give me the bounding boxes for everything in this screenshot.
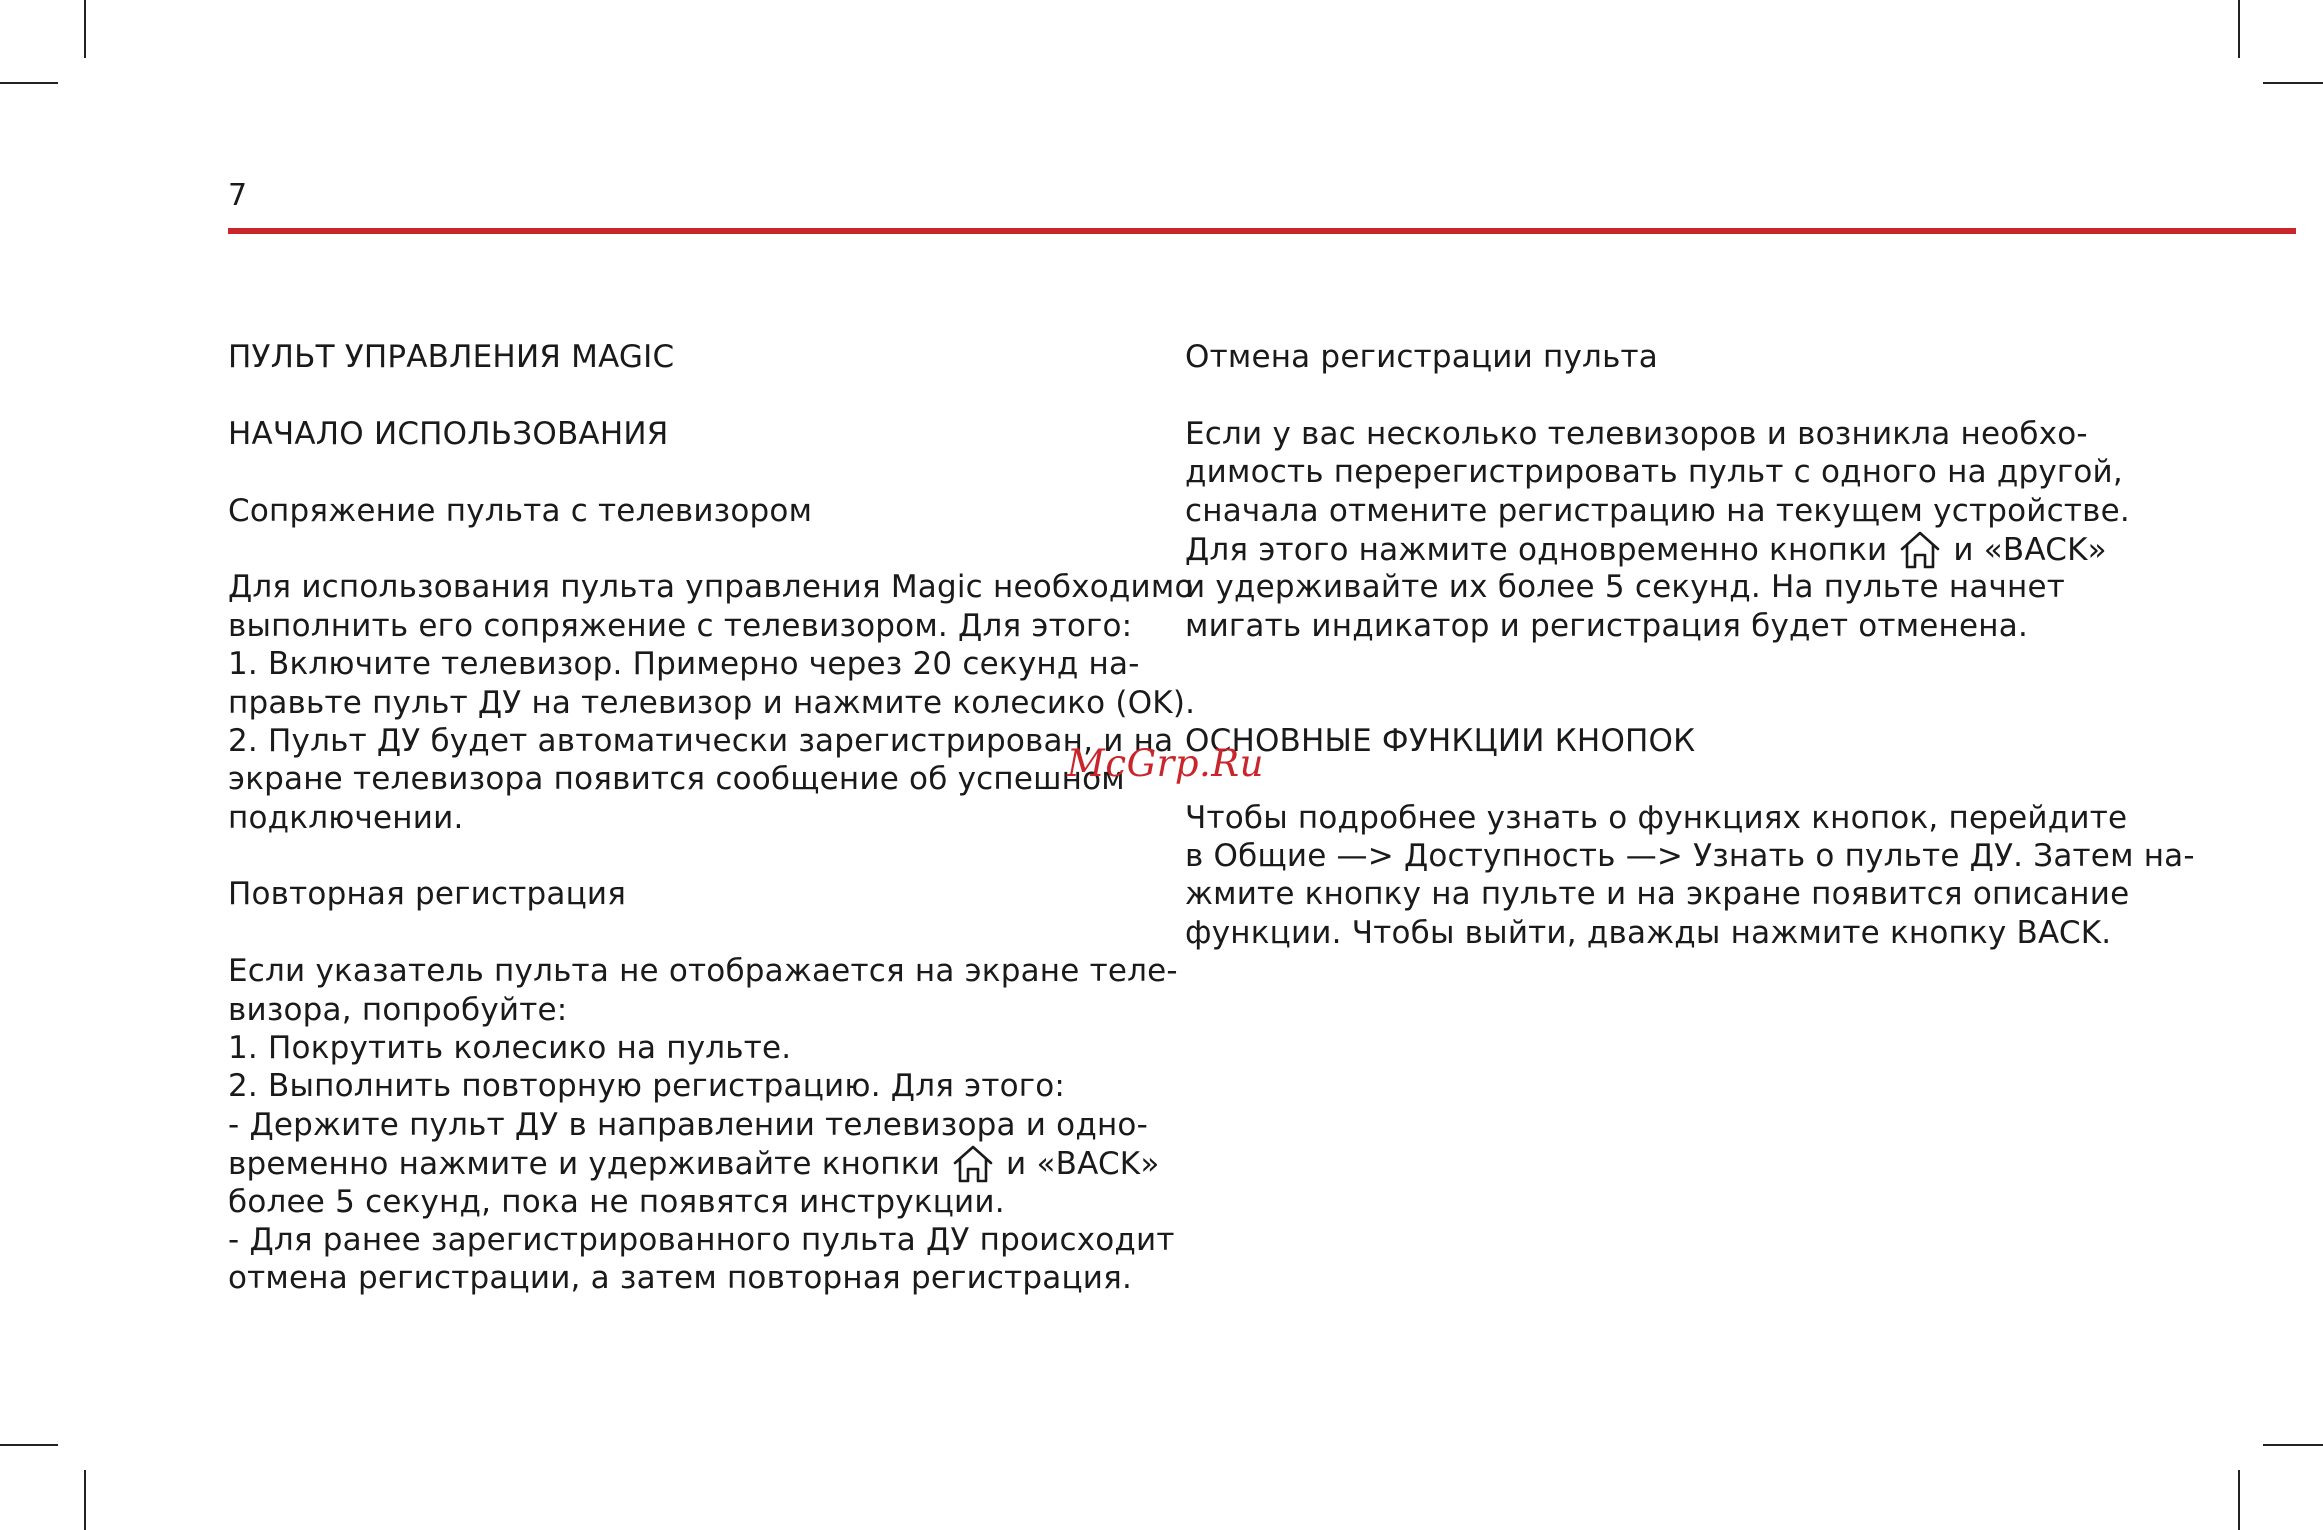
reregistration-text-line: 2. Выполнить повторную регистрацию. Для этого: <box>228 1068 1066 1105</box>
pairing-text-line: Для использования пульта управления Magic необходимо <box>228 569 1194 606</box>
reregistration-text-line: - Держите пульт ДУ в направлении телевизора и одно- <box>228 1106 1148 1143</box>
icon-line-text-before: Для этого нажмите одновременно кнопки <box>1185 531 1888 568</box>
document-title: ПУЛЬТ УПРАВЛЕНИЯ MAGIC <box>228 339 675 375</box>
unregister-icon-line <box>1185 530 2195 568</box>
reregistration-text-line: 1. Покрутить колесико на пульте. <box>228 1030 792 1067</box>
crop-mark <box>2238 1470 2240 1530</box>
unregister-text-line: сначала отмените регистрацию на текущем устройстве. <box>1185 492 2130 529</box>
reregistration-text-line: визора, попробуйте: <box>228 991 568 1028</box>
page-number: 7 <box>228 178 248 213</box>
home-icon <box>952 1144 994 1184</box>
home-icon <box>1899 530 1941 570</box>
crop-mark <box>84 1470 86 1530</box>
functions-text-line: в Общие —> Доступность —> Узнать о пульте ДУ. Затем на- <box>1185 838 2195 875</box>
reregistration-text-line: - Для ранее зарегистрированного пульта ДУ происходит <box>228 1221 1175 1258</box>
unregister-text-line: мигать индикатор и регистрация будет отменена. <box>1185 607 2029 644</box>
pairing-text-line: 2. Пульт ДУ будет автоматически зарегистрирован, и на <box>228 722 1174 759</box>
right-column <box>1185 338 2195 952</box>
unregister-text-line: Если у вас несколько телевизоров и возникла необхо- <box>1185 415 2088 452</box>
watermark: McGrp.Ru <box>1067 742 1264 785</box>
functions-text-line: функции. Чтобы выйти, дважды нажмите кнопку BACK. <box>1185 914 2112 951</box>
pairing-text-line: экране телевизора появится сообщение об успешном <box>228 761 1125 798</box>
icon-line-text-after: и «BACK» <box>1953 531 2107 568</box>
reregistration-heading: Повторная регистрация <box>228 876 627 913</box>
reregistration-text-line: отмена регистрации, а затем повторная регистрация. <box>228 1260 1133 1297</box>
section-heading: НАЧАЛО ИСПОЛЬЗОВАНИЯ <box>228 415 669 452</box>
pairing-text-line: выполнить его сопряжение с телевизором. Для этого: <box>228 607 1133 644</box>
functions-text-line: жмите кнопку на пульте и на экране появится описание <box>1185 876 2130 913</box>
pairing-text-line: правьте пульт ДУ на телевизор и нажмите колесико (OK). <box>228 684 1196 721</box>
unregister-text-line: и удерживайте их более 5 секунд. На пульте начнет <box>1185 569 2066 606</box>
pairing-text-line: 1. Включите телевизор. Примерно через 20 секунд на- <box>228 646 1140 683</box>
left-column <box>228 338 1195 1298</box>
pairing-heading: Сопряжение пульта с телевизором <box>228 492 813 529</box>
functions-heading: ОСНОВНЫЕ ФУНКЦИИ КНОПОК <box>1185 722 1696 759</box>
crop-mark <box>2238 0 2240 58</box>
functions-text-line: Чтобы подробнее узнать о функциях кнопок, перейдите <box>1185 799 2128 836</box>
crop-mark <box>0 82 58 84</box>
crop-mark <box>2263 82 2323 84</box>
reregistration-icon-line <box>228 1144 1195 1182</box>
crop-mark <box>2263 1444 2323 1446</box>
icon-line-text-before: временно нажмите и удерживайте кнопки <box>228 1146 941 1183</box>
unregister-text-line: димость перерегистрировать пульт с одного на другой, <box>1185 454 2123 491</box>
reregistration-text-line: Если указатель пульта не отображается на экране теле- <box>228 953 1178 990</box>
icon-line-text-after: и «BACK» <box>1006 1146 1160 1183</box>
pairing-text-line: подключении. <box>228 799 464 836</box>
crop-mark <box>0 1444 58 1446</box>
reregistration-text-line: более 5 секунд, пока не появятся инструкции. <box>228 1183 1005 1220</box>
unregister-heading: Отмена регистрации пульта <box>1185 339 1658 375</box>
header-rule <box>228 228 2296 234</box>
crop-mark <box>84 0 86 58</box>
